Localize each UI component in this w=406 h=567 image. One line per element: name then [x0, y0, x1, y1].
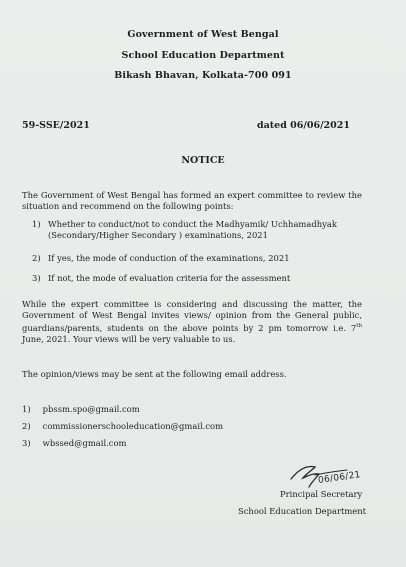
point-number: 1) — [32, 219, 41, 229]
invite-text-start: While the expert committee is considering and discussing the matter, the Government of West Bengal invites views/ opinion from the General public, guardians/parents, students on the above points by 2 pm tomorrow i.e. 7 — [22, 299, 362, 333]
point-list-item — [32, 253, 362, 264]
email-item — [22, 438, 126, 449]
email-address[interactable]: wbssed@gmail.com — [42, 438, 127, 448]
point-1 — [32, 219, 362, 241]
point-text: If not, the mode of evaluation criteria for the assessment — [48, 273, 291, 283]
email-item — [22, 404, 140, 415]
email-address[interactable]: pbssm.spo@gmail.com — [42, 404, 140, 414]
notice-title: NOTICE — [181, 155, 225, 166]
point-number: 3) — [32, 273, 41, 283]
email-address[interactable]: commissionerschooleducation@gmail.com — [42, 421, 224, 431]
point-number: 2) — [32, 253, 41, 263]
ordinal-suffix: th — [356, 323, 362, 329]
handwritten-date: 06/06/21 — [317, 470, 362, 486]
header-government: Government of West Bengal — [127, 29, 279, 40]
point-text: If yes, the mode of conduction of the examinations, 2021 — [48, 253, 290, 263]
email-number: 3) — [22, 438, 31, 448]
point-text: Whether to conduct/not to conduct the Madhyamik/ Uchhamadhyak (Secondary/Higher Secondary ) examinations, 2021 — [48, 219, 337, 240]
invite-text-end: June, 2021. Your views will be very valuable to us. — [22, 333, 236, 344]
invite-paragraph — [22, 299, 362, 345]
email-intro: The opinion/views may be sent at the following email address. — [22, 369, 287, 379]
header-department: School Education Department — [121, 50, 285, 61]
point-2 — [32, 253, 362, 264]
point-list-item — [32, 219, 362, 241]
email-item — [22, 421, 223, 432]
signature-stroke — [291, 467, 319, 488]
notice-date: dated 06/06/2021 — [256, 120, 350, 131]
signatory-designation: Principal Secretary — [280, 489, 363, 499]
email-number: 2) — [22, 421, 31, 431]
email-number: 1) — [22, 404, 31, 414]
point-list-item — [32, 273, 362, 284]
reference-number: 59-SSE/2021 — [22, 120, 90, 131]
signatory-department: School Education Department — [238, 506, 366, 516]
header-address: Bikash Bhavan, Kolkata-700 091 — [114, 70, 292, 81]
intro-paragraph: The Government of West Bengal has formed an expert committee to review the situation and recommend on the following points: — [22, 190, 362, 211]
point-3 — [32, 273, 362, 284]
